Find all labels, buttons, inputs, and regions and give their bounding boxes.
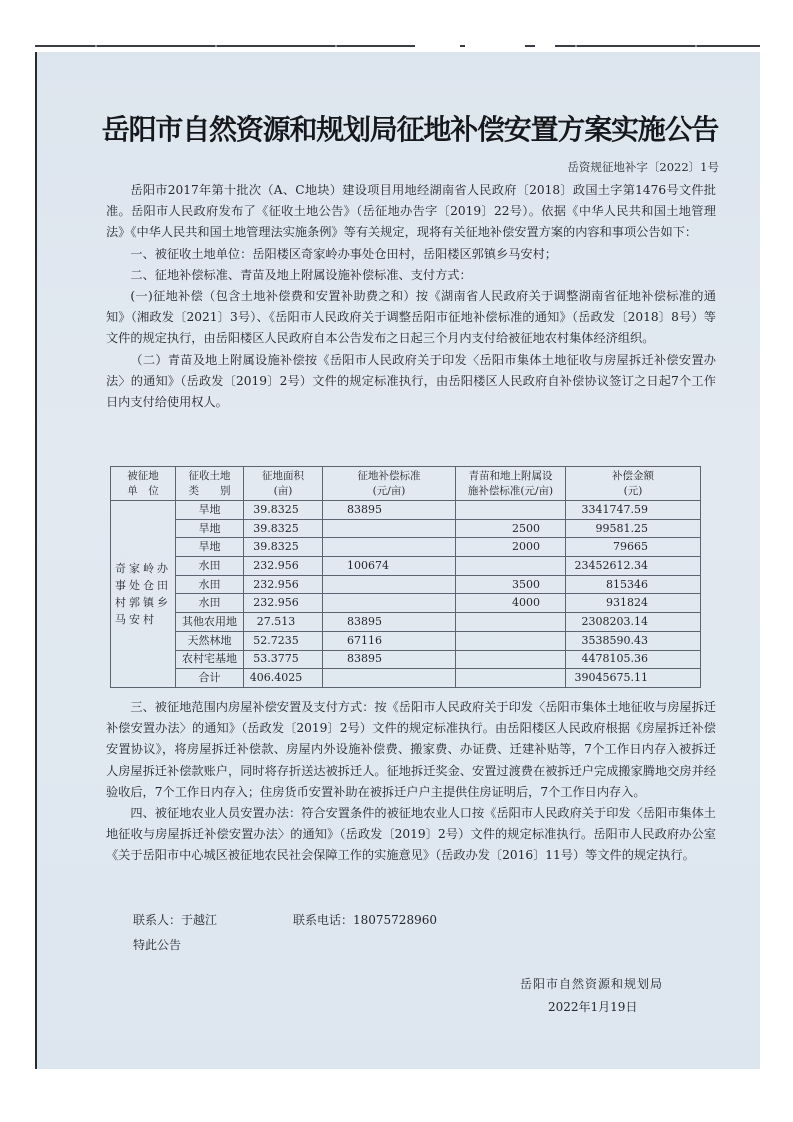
- cell-land-standard: 83895: [323, 501, 456, 520]
- paragraph-intro: 岳阳市2017年第十批次（A、C地块）建设项目用地经湖南省人民政府〔2018〕政国土字第1476号文件批准。岳阳市人民政府发布了《征收土地公告》（岳征地办告字〔2019〕22号）。依据《中华人民共和国土地管理法》《中华人民共和国土地管理法实施条例》等有关规定，现将有关征地补偿安置方案的内容和事项公告如下：: [106, 183, 716, 240]
- cell-area: 406.4025: [244, 669, 323, 688]
- table-row: [111, 631, 701, 650]
- scan-top-edge: [35, 45, 760, 47]
- cell-land-standard: 100674: [323, 557, 456, 576]
- header-land-standard: 征地补偿标准 (元/亩): [323, 467, 456, 501]
- contact-line: [133, 911, 437, 928]
- cell-amount: 99581.25: [566, 519, 701, 538]
- cell-area: 232.956: [244, 594, 323, 613]
- table-row: [111, 613, 701, 632]
- cell-area: 232.956: [244, 557, 323, 576]
- header-seedling-standard: 青苗和地上附属设 施补偿标准(元/亩): [456, 467, 566, 501]
- cell-land-type: 农村宅基地: [176, 650, 244, 669]
- table-row: [111, 650, 701, 669]
- table-row: [111, 538, 701, 557]
- cell-land-standard: 67116: [323, 631, 456, 650]
- cell-area: 232.956: [244, 575, 323, 594]
- table-row: [111, 669, 701, 688]
- cell-unit: 奇家岭办事处仓田村郭镇乡马安村: [111, 501, 176, 688]
- paragraph-section-1: 一、被征收土地单位：岳阳楼区奇家岭办事处仓田村，岳阳楼区郭镇乡马安村；: [130, 246, 557, 261]
- cell-amount: 4478105.36: [566, 650, 701, 669]
- cell-land-type: 其他农用地: [176, 613, 244, 632]
- cell-amount: 3538590.43: [566, 631, 701, 650]
- document-title: 岳阳市自然资源和规划局征地补偿安置方案实施公告: [101, 113, 719, 146]
- cell-land-type: 水田: [176, 557, 244, 576]
- cell-land-standard: 83895: [323, 613, 456, 632]
- cell-seedling-standard: [456, 613, 566, 632]
- body-after-table: [106, 697, 716, 867]
- cell-area: 39.8325: [244, 538, 323, 557]
- paragraph-section-2-1: (一)征地补偿（包含土地补偿费和安置补助费之和）按《湖南省人民政府关于调整湖南省征地补偿标准的通知》（湘政发〔2021〕3号）、《岳阳市人民政府关于调整岳阳市征地补偿标准的通知》（岳政发〔2018〕8号）等文件的规定执行，由岳阳楼区人民政府自本公告发布之日起三个月内支付给被征地农村集体经济组织。: [106, 289, 716, 346]
- header-amount: 补偿金额 (元): [566, 467, 701, 501]
- cell-area: 27.513: [244, 613, 323, 632]
- cell-seedling-standard: [456, 501, 566, 520]
- table-row: [111, 501, 701, 520]
- cell-land-standard: [323, 538, 456, 557]
- cell-seedling-standard: [456, 669, 566, 688]
- cell-amount: 3341747.59: [566, 501, 701, 520]
- contact-person: 联系人：于越江: [133, 913, 218, 927]
- cell-amount: 79665: [566, 538, 701, 557]
- table-row: [111, 519, 701, 538]
- cell-seedling-standard: [456, 631, 566, 650]
- issuer-name: 岳阳市自然资源和规划局: [520, 977, 664, 991]
- paragraph-section-3: 三、被征地范围内房屋补偿安置及支付方式：按《岳阳市人民政府关于印发〈岳阳市集体土地征收与房屋拆迁补偿安置办法〉的通知》（岳政发〔2019〕2号）文件的规定标准执行。由岳阳楼区人民政府根据《房屋拆迁补偿安置协议》，将房屋拆迁补偿款、房屋内外设施补偿费、搬家费、办证费、迁建补贴等，7个工作日内存入被拆迁人房屋拆迁补偿款账户，同时将存折送达被拆迁人。征地拆迁奖金、安置过渡费在被拆迁户完成搬家腾地交房并经验收后，7个工作日内存入；住房货币安置补助在被拆迁户户主提供住房证明后，7个工作日内存入。: [106, 700, 716, 799]
- cell-amount: 23452612.34: [566, 557, 701, 576]
- cell-land-standard: [323, 669, 456, 688]
- cell-land-standard: [323, 519, 456, 538]
- cell-land-standard: [323, 594, 456, 613]
- contact-phone: 联系电话：18075728960: [293, 913, 437, 927]
- paragraph-section-4: 四、被征地农业人员安置办法：符合安置条件的被征地农业人口按《岳阳市人民政府关于印发〈岳阳市集体土地征收与房屋拆迁补偿安置办法〉的通知》（岳政发〔2019〕2号）文件的规定标准执行。岳阳市人民政府办公室《关于岳阳市中心城区被征地农民社会保障工作的实施意见》（岳政办发〔2016〕11号）等文件的规定执行。: [106, 806, 716, 863]
- compensation-table: [110, 466, 701, 688]
- cell-amount: 2308203.14: [566, 613, 701, 632]
- cell-area: 52.7235: [244, 631, 323, 650]
- cell-land-standard: 83895: [323, 650, 456, 669]
- cell-amount: 931824: [566, 594, 701, 613]
- issue-date: 2022年1月19日: [548, 1000, 638, 1014]
- cell-land-type: 天然林地: [176, 631, 244, 650]
- cell-amount: 815346: [566, 575, 701, 594]
- header-area: 征地面积 (亩): [244, 467, 323, 501]
- header-unit: 被征地 单 位: [111, 467, 176, 501]
- cell-area: 39.8325: [244, 519, 323, 538]
- closing-statement: 特此公告: [133, 938, 182, 952]
- table-header-row: [111, 467, 701, 501]
- paragraph-section-2-2: （二）青苗及地上附属设施补偿按《岳阳市人民政府关于印发〈岳阳市集体土地征收与房屋拆迁补偿安置办法〉的通知》（岳政发〔2019〕2号）文件的规定标准执行，由岳阳楼区人民政府自补偿协议签订之日起7个工作日内支付给使用权人。: [106, 352, 716, 410]
- cell-land-standard: [323, 575, 456, 594]
- body-before-table: [106, 180, 716, 413]
- cell-land-type: 水田: [176, 575, 244, 594]
- cell-land-type: 水田: [176, 594, 244, 613]
- cell-area: 53.3775: [244, 650, 323, 669]
- cell-land-type: 旱地: [176, 519, 244, 538]
- cell-seedling-standard: 3500: [456, 575, 566, 594]
- cell-land-type: 合计: [176, 669, 244, 688]
- table-row: [111, 575, 701, 594]
- header-land-type: 征收土地 类 别: [176, 467, 244, 501]
- cell-seedling-standard: 2000: [456, 538, 566, 557]
- cell-land-type: 旱地: [176, 501, 244, 520]
- table-row: [111, 557, 701, 576]
- document-number: 岳资规征地补字〔2022〕1号: [567, 160, 719, 174]
- cell-seedling-standard: 4000: [456, 594, 566, 613]
- paragraph-section-2: 二、征地补偿标准、青苗及地上附属设施补偿标准、支付方式：: [130, 267, 472, 282]
- cell-seedling-standard: [456, 650, 566, 669]
- cell-area: 39.8325: [244, 501, 323, 520]
- cell-seedling-standard: 2500: [456, 519, 566, 538]
- cell-amount: 39045675.11: [566, 669, 701, 688]
- cell-land-type: 旱地: [176, 538, 244, 557]
- table-row: [111, 594, 701, 613]
- cell-seedling-standard: [456, 557, 566, 576]
